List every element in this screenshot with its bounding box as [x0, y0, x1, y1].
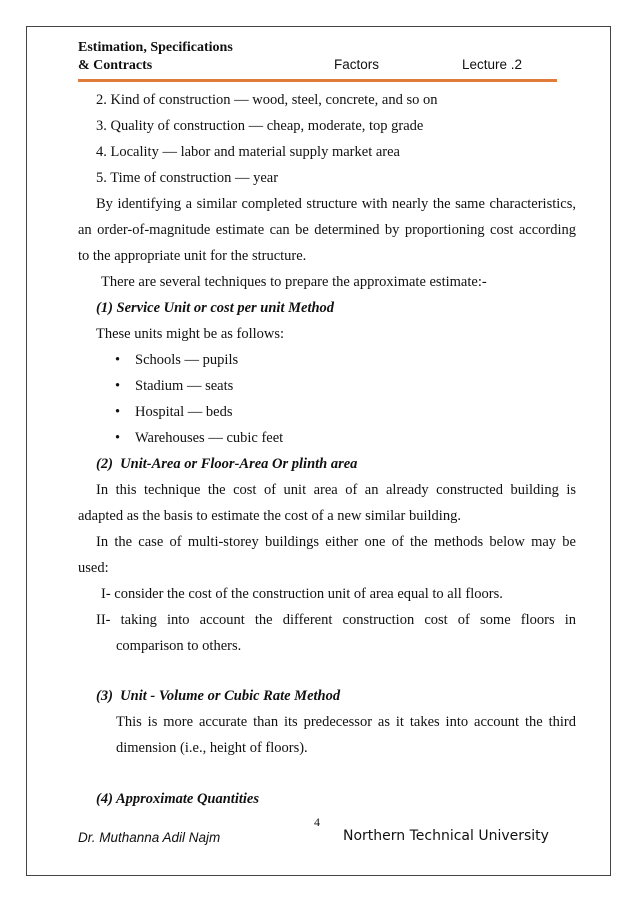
- page-number: 4: [314, 815, 320, 829]
- method2-item1: I- consider the cost of the construction unit of area equal to all floors.: [101, 586, 503, 602]
- list-item-3: 3. Quality of construction — cheap, moderate, top grade: [96, 118, 424, 134]
- bullet-item: Hospital — beds: [135, 404, 233, 420]
- list-item-4: 4. Locality — labor and material supply market area: [96, 144, 400, 160]
- para1-line1: By identifying a similar completed structure with nearly the same characteristics,: [96, 196, 576, 212]
- method2-item2-line1: II- taking into account the different construction cost of some floors in: [96, 612, 576, 628]
- bullet-dot: •: [115, 378, 121, 394]
- course-title-line1: Estimation, Specifications: [78, 40, 233, 55]
- list-item-2: 2. Kind of construction — wood, steel, concrete, and so on: [96, 92, 438, 108]
- bullet-item: Stadium — seats: [135, 378, 234, 394]
- method2-para1-line1: In this technique the cost of unit area of an already constructed building is: [96, 482, 576, 498]
- bullet-dot: •: [115, 352, 121, 368]
- method1-title: (1) Service Unit or cost per unit Method: [96, 300, 335, 316]
- method3-para-line2: dimension (i.e., height of floors).: [116, 740, 308, 756]
- method2-para2-line1: In the case of multi-storey buildings either one of the methods below may be: [96, 534, 576, 550]
- header-lecture: Lecture .2: [462, 57, 523, 72]
- method3-title: (3) Unit - Volume or Cubic Rate Method: [96, 688, 341, 704]
- bullet-dot: •: [115, 430, 121, 446]
- bullet-item: Warehouses — cubic feet: [135, 430, 284, 446]
- course-title-line2: & Contracts: [78, 58, 153, 73]
- para1-line3: to the appropriate unit for the structure.: [78, 248, 307, 264]
- para1-line2: an order-of-magnitude estimate can be determined by proportioning cost according: [78, 222, 576, 238]
- bullet-item: Schools — pupils: [135, 352, 239, 368]
- method1-intro: These units might be as follows:: [96, 326, 285, 342]
- method4-title: (4) Approximate Quantities: [96, 791, 259, 807]
- header-topic: Factors: [334, 57, 380, 72]
- footer-university: Northern Technical University: [343, 828, 549, 844]
- method2-para1-line2: adapted as the basis to estimate the cost of a new similar building.: [78, 508, 461, 524]
- method2-title: (2) Unit-Area or Floor-Area Or plinth area: [96, 456, 358, 472]
- techniques-intro: There are several techniques to prepare the approximate estimate:-: [101, 274, 487, 290]
- bullet-dot: •: [115, 404, 121, 420]
- method2-item2-line2: comparison to others.: [116, 638, 242, 654]
- header-rule: [78, 79, 557, 82]
- method3-para-line1: This is more accurate than its predecessor as it takes into account the third: [116, 714, 576, 730]
- list-item-5: 5. Time of construction — year: [96, 170, 279, 186]
- footer-author: Dr. Muthanna Adil Najm: [78, 830, 221, 845]
- method2-para2-line2: used:: [78, 560, 109, 576]
- course-title: [78, 39, 233, 75]
